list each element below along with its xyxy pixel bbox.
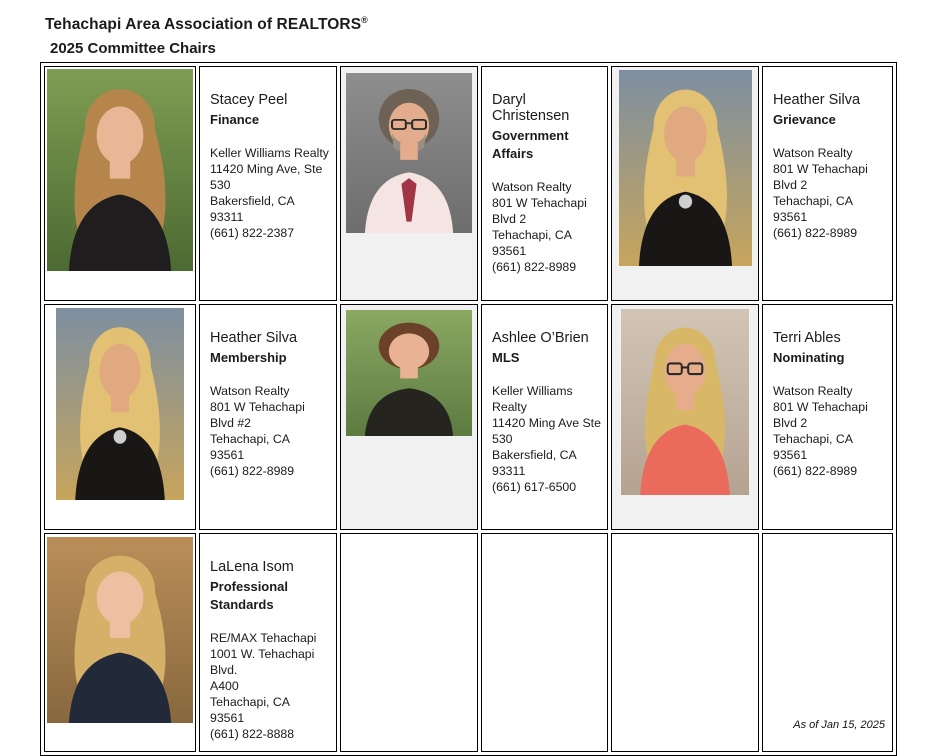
- address-line: 801 W Tehachapi Blvd 2: [492, 196, 591, 227]
- photo-heather-silva: [619, 70, 752, 266]
- info-cell-stacey-peel: [199, 66, 337, 301]
- address-line: Tehachapi, CA 93561: [773, 194, 860, 225]
- footnote-cell: [762, 533, 893, 752]
- committee-name: Professional Standards: [210, 579, 289, 613]
- address-line: Tehachapi, CA 93561: [210, 432, 297, 463]
- as-of-date: As of Jan 15, 2025: [793, 719, 885, 731]
- photo-cell-terri-ables: [611, 304, 759, 530]
- photo-cell-stacey-peel: [44, 66, 196, 301]
- document-subtitle: 2025 Committee Chairs: [50, 40, 216, 57]
- photo-ashlee-obrien: [346, 310, 472, 436]
- phone-number: (661) 617-6500: [492, 480, 577, 495]
- committee-chairs-table: [40, 62, 897, 756]
- company-name: Watson Realty: [492, 180, 572, 195]
- address-line: 11420 Ming Ave, Ste 530: [210, 162, 326, 193]
- phone-number: (661) 822-8989: [773, 464, 858, 479]
- table-row: [44, 66, 893, 301]
- address-line: Bakersfield, CA 93311: [210, 194, 301, 225]
- info-cell-ashlee-obrien: [481, 304, 608, 530]
- committee-name: MLS: [492, 350, 520, 365]
- company-name: Watson Realty: [210, 384, 290, 399]
- person-name: Terri Ables: [773, 330, 841, 346]
- empty-photo-cell: [340, 533, 478, 752]
- committee-name: Membership: [210, 350, 287, 365]
- photo-stacey-peel: [47, 69, 193, 271]
- company-name: Keller Williams Realty: [492, 384, 577, 415]
- address-line: 801 W Tehachapi Blvd #2: [210, 400, 309, 431]
- photo-cell-daryl-christensen: [340, 66, 478, 301]
- photo-terri-ables: [621, 309, 749, 495]
- table-row: [44, 533, 893, 752]
- committee-name: Finance: [210, 112, 260, 127]
- empty-photo-cell: [611, 533, 759, 752]
- address-line: Bakersfield, CA 93311: [492, 448, 583, 479]
- photo-cell-heather-silva-grievance: [611, 66, 759, 301]
- address-line: 11420 Ming Ave Ste 530: [492, 416, 605, 447]
- company-name: RE/MAX Tehachapi: [210, 631, 317, 646]
- photo-heather-silva: [56, 308, 184, 500]
- person-name: Stacey Peel: [210, 92, 288, 108]
- address-line: 801 W Tehachapi Blvd 2: [773, 400, 872, 431]
- company-name: Watson Realty: [773, 384, 853, 399]
- person-name: Heather Silva: [210, 330, 298, 346]
- address-line: Tehachapi, CA 93561: [210, 695, 297, 726]
- phone-number: (661) 822-8989: [492, 260, 577, 275]
- info-cell-lalena-isom: [199, 533, 337, 752]
- table-row: [44, 304, 893, 530]
- address-line: Tehachapi, CA 93561: [492, 228, 579, 259]
- committee-name: Nominating: [773, 350, 845, 365]
- company-name: Watson Realty: [773, 146, 853, 161]
- empty-info-cell: [481, 533, 608, 752]
- committee-name: Grievance: [773, 112, 836, 127]
- photo-cell-heather-silva-membership: [44, 304, 196, 530]
- committee-name: Government Affairs: [492, 128, 569, 162]
- person-name: Ashlee O’Brien: [492, 330, 589, 346]
- photo-cell-lalena-isom: [44, 533, 196, 752]
- address-line: 801 W Tehachapi Blvd 2: [773, 162, 872, 193]
- phone-number: (661) 822-2387: [210, 226, 295, 241]
- info-cell-heather-silva-membership: [199, 304, 337, 530]
- photo-cell-ashlee-obrien: [340, 304, 478, 530]
- info-cell-heather-silva-grievance: [762, 66, 893, 301]
- person-name: Heather Silva: [773, 92, 861, 108]
- phone-number: (661) 822-8989: [210, 464, 295, 479]
- document-title: [45, 15, 368, 34]
- info-cell-terri-ables: [762, 304, 893, 530]
- person-name: Daryl Christensen: [492, 92, 570, 124]
- photo-daryl-christensen: [346, 73, 472, 233]
- document-title-text: Tehachapi Area Association of REALTORS: [45, 16, 362, 34]
- person-name: LaLena Isom: [210, 559, 294, 575]
- address-line: 1001 W. Tehachapi Blvd.: [210, 647, 318, 678]
- address-line: Tehachapi, CA 93561: [773, 432, 860, 463]
- company-name: Keller Williams Realty: [210, 146, 329, 161]
- photo-lalena-isom: [47, 537, 193, 723]
- phone-number: (661) 822-8888: [210, 727, 295, 742]
- address-line: A400: [210, 679, 239, 694]
- registered-trademark-symbol: ®: [361, 15, 368, 25]
- info-cell-daryl-christensen: [481, 66, 608, 301]
- phone-number: (661) 822-8989: [773, 226, 858, 241]
